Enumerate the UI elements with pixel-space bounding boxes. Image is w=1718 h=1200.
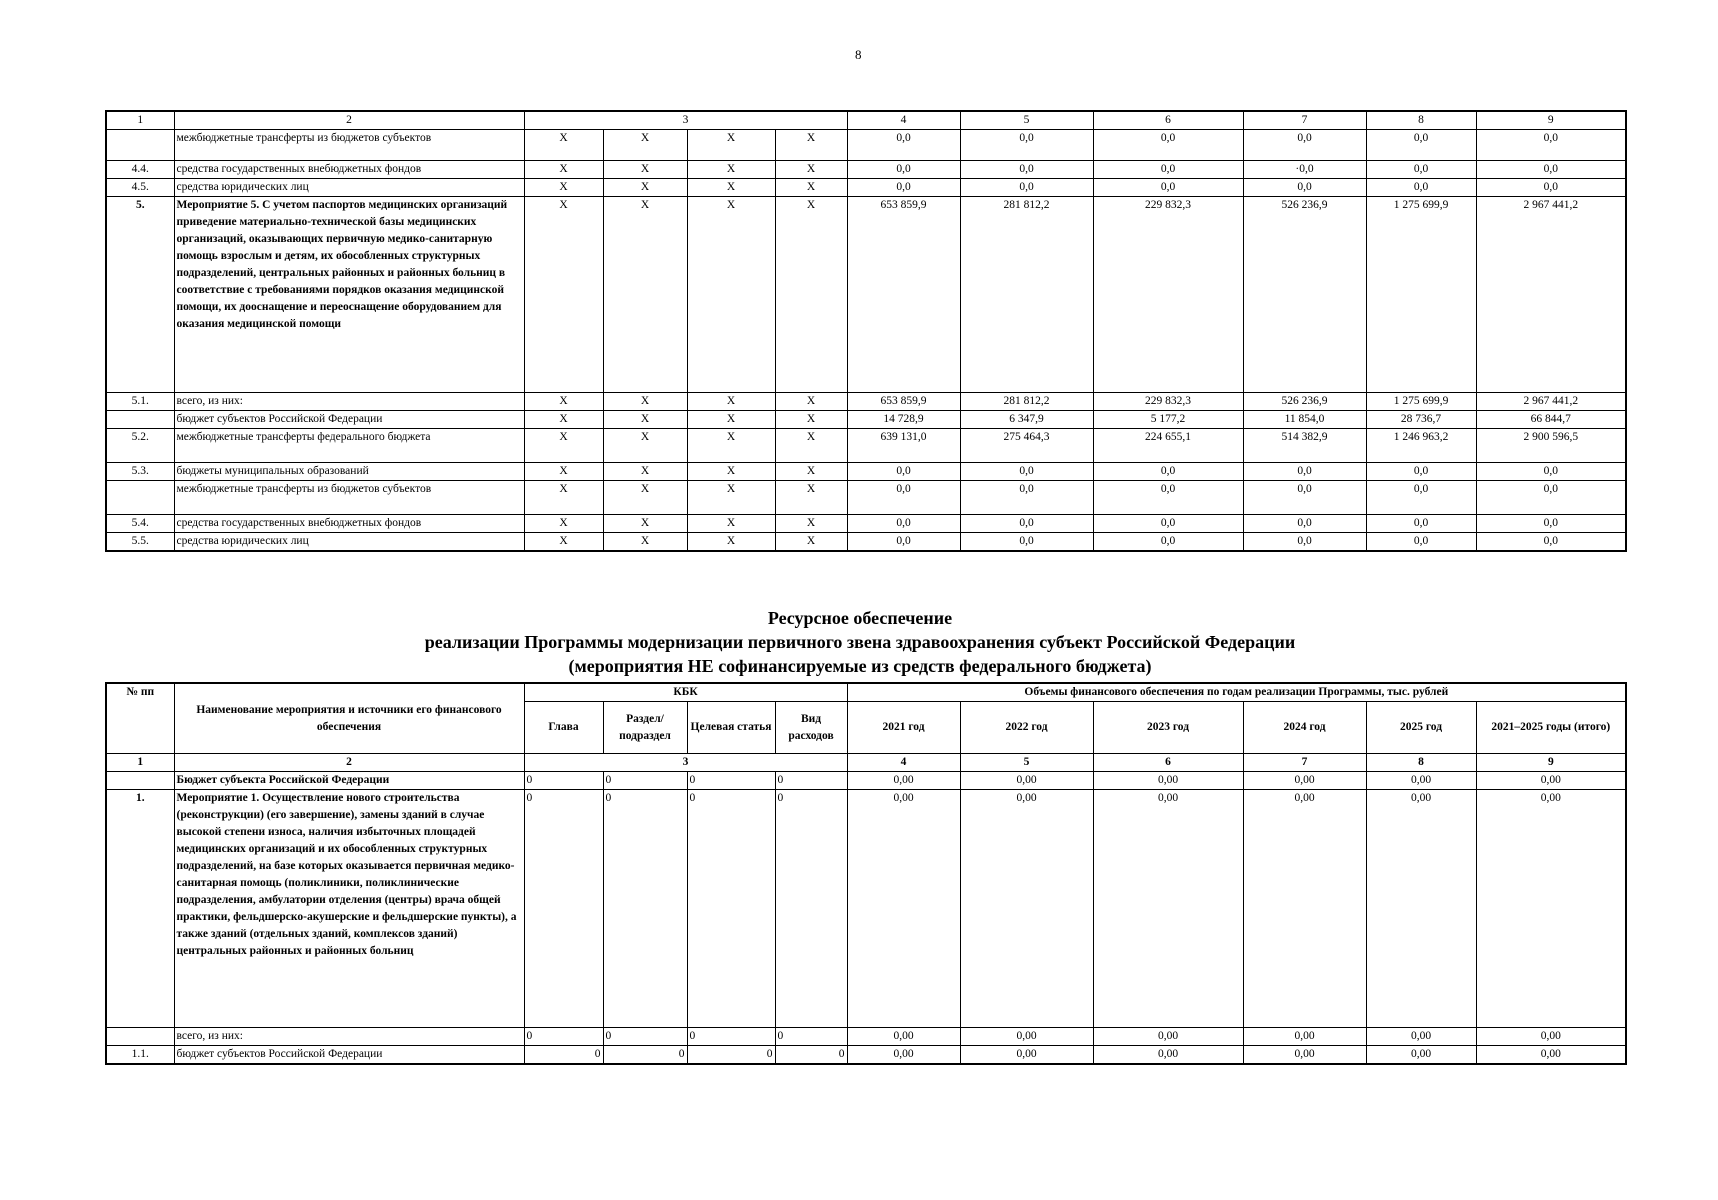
kbk-cell: X — [775, 533, 847, 552]
table-row — [106, 179, 1626, 197]
row-name: всего, из них: — [174, 1028, 524, 1046]
value-cell: 0,0 — [1366, 463, 1476, 481]
table-row — [106, 772, 1626, 790]
kbk-cell: 0 — [524, 1028, 603, 1046]
kbk-cell: 0 — [603, 1046, 687, 1065]
value-cell: 229 832,3 — [1093, 197, 1243, 393]
value-cell: 0,00 — [1366, 1028, 1476, 1046]
kbk-cell: 0 — [775, 1046, 847, 1065]
row-number — [106, 481, 174, 515]
kbk-cell: X — [603, 463, 687, 481]
value-cell: 0,0 — [1093, 515, 1243, 533]
header-kbk-razdel: Раздел/ подраздел — [603, 702, 687, 754]
value-cell: 0,0 — [1093, 161, 1243, 179]
kbk-cell: 0 — [775, 772, 847, 790]
colnum-6: 6 — [1093, 111, 1243, 130]
table-row — [106, 393, 1626, 411]
value-cell: 66 844,7 — [1476, 411, 1626, 429]
value-cell: 0,0 — [1366, 161, 1476, 179]
value-cell: 0,0 — [960, 515, 1093, 533]
kbk-cell: X — [603, 161, 687, 179]
kbk-cell: 0 — [524, 772, 603, 790]
column-number-row — [106, 754, 1626, 772]
kbk-cell: 0 — [603, 772, 687, 790]
kbk-cell: 0 — [687, 1028, 775, 1046]
row-name: межбюджетные трансферты из бюджетов субъектов — [174, 481, 524, 515]
value-cell: 0,0 — [847, 515, 960, 533]
kbk-cell: X — [603, 429, 687, 463]
value-cell: 0,00 — [960, 1028, 1093, 1046]
value-cell: 0,0 — [1366, 515, 1476, 533]
colnum-3: 3 — [524, 754, 847, 772]
value-cell: 0,00 — [1476, 790, 1626, 1028]
value-cell: 0,0 — [847, 130, 960, 161]
value-cell: 0,0 — [1476, 481, 1626, 515]
kbk-cell: X — [687, 411, 775, 429]
kbk-cell: X — [775, 179, 847, 197]
header-kbk: КБК — [524, 683, 847, 702]
value-cell: 0,00 — [1476, 1028, 1626, 1046]
value-cell: 0,00 — [1476, 1046, 1626, 1065]
colnum-8: 8 — [1366, 754, 1476, 772]
value-cell: 229 832,3 — [1093, 393, 1243, 411]
page-number: 8 — [855, 47, 862, 62]
header-kbk-glava: Глава — [524, 702, 603, 754]
table-row — [106, 481, 1626, 515]
value-cell: 514 382,9 — [1243, 429, 1366, 463]
value-cell: 0,0 — [1366, 481, 1476, 515]
kbk-cell: X — [687, 429, 775, 463]
table-row — [106, 161, 1626, 179]
value-cell: 0,00 — [1366, 1046, 1476, 1065]
table-row — [106, 429, 1626, 463]
colnum-4: 4 — [847, 111, 960, 130]
row-name: Бюджет субъекта Российской Федерации — [174, 772, 524, 790]
value-cell: 0,0 — [1093, 481, 1243, 515]
row-name: средства юридических лиц — [174, 179, 524, 197]
kbk-cell: X — [524, 179, 603, 197]
kbk-cell: X — [687, 463, 775, 481]
row-name: бюджеты муниципальных образований — [174, 463, 524, 481]
value-cell: 0,00 — [960, 772, 1093, 790]
header-year-2021: 2021 год — [847, 702, 960, 754]
colnum-5: 5 — [960, 754, 1093, 772]
kbk-cell: X — [775, 481, 847, 515]
table-row — [106, 1028, 1626, 1046]
value-cell: 0,0 — [1243, 179, 1366, 197]
section-title — [300, 606, 1420, 678]
value-cell: 0,00 — [847, 1028, 960, 1046]
table-row — [106, 411, 1626, 429]
colnum-1: 1 — [106, 111, 174, 130]
value-cell: 0,0 — [1093, 179, 1243, 197]
kbk-cell: X — [603, 393, 687, 411]
value-cell: 0,00 — [847, 790, 960, 1028]
kbk-cell: X — [603, 481, 687, 515]
row-number: 4.5. — [106, 179, 174, 197]
colnum-1: 1 — [106, 754, 174, 772]
kbk-cell: X — [687, 197, 775, 393]
header-year-2025: 2025 год — [1366, 702, 1476, 754]
row-name: бюджет субъектов Российской Федерации — [174, 1046, 524, 1065]
kbk-cell: X — [524, 393, 603, 411]
value-cell: 0,00 — [1476, 772, 1626, 790]
value-cell: 0,0 — [1366, 179, 1476, 197]
value-cell: 0,0 — [960, 179, 1093, 197]
kbk-cell: 0 — [603, 1028, 687, 1046]
kbk-cell: 0 — [687, 1046, 775, 1065]
kbk-cell: 0 — [775, 1028, 847, 1046]
row-number: 5.3. — [106, 463, 174, 481]
value-cell: 1 275 699,9 — [1366, 393, 1476, 411]
value-cell: 0,00 — [1366, 790, 1476, 1028]
value-cell: 0,0 — [1476, 533, 1626, 552]
kbk-cell: X — [603, 197, 687, 393]
value-cell: 653 859,9 — [847, 197, 960, 393]
value-cell: 0,0 — [960, 130, 1093, 161]
header-volumes: Объемы финансового обеспечения по годам реализации Программы, тыс. рублей — [847, 683, 1626, 702]
value-cell: 0,00 — [1243, 1028, 1366, 1046]
kbk-cell: 0 — [687, 790, 775, 1028]
kbk-cell: X — [603, 411, 687, 429]
row-name: средства государственных внебюджетных фондов — [174, 515, 524, 533]
kbk-cell: X — [524, 197, 603, 393]
value-cell: 0,0 — [1243, 463, 1366, 481]
value-cell: 639 131,0 — [847, 429, 960, 463]
table-row — [106, 533, 1626, 552]
value-cell: 0,0 — [1476, 515, 1626, 533]
kbk-cell: X — [687, 179, 775, 197]
value-cell: 2 967 441,2 — [1476, 197, 1626, 393]
colnum-2: 2 — [174, 754, 524, 772]
row-name: межбюджетные трансферты федерального бюджета — [174, 429, 524, 463]
kbk-cell: X — [775, 515, 847, 533]
kbk-cell: X — [524, 411, 603, 429]
kbk-cell: X — [524, 533, 603, 552]
table-row — [106, 790, 1626, 1028]
table-row — [106, 1046, 1626, 1065]
row-number: 5.4. — [106, 515, 174, 533]
value-cell: 6 347,9 — [960, 411, 1093, 429]
value-cell: 0,0 — [960, 481, 1093, 515]
value-cell: 0,0 — [1476, 179, 1626, 197]
row-number: 1. — [106, 790, 174, 1028]
value-cell: 281 812,2 — [960, 197, 1093, 393]
colnum-7: 7 — [1243, 111, 1366, 130]
value-cell: 0,00 — [1093, 772, 1243, 790]
colnum-7: 7 — [1243, 754, 1366, 772]
value-cell: 14 728,9 — [847, 411, 960, 429]
row-name: бюджет субъектов Российской Федерации — [174, 411, 524, 429]
row-number — [106, 411, 174, 429]
row-number: 1.1. — [106, 1046, 174, 1065]
table-row — [106, 197, 1626, 393]
kbk-cell: X — [524, 481, 603, 515]
kbk-cell: X — [775, 411, 847, 429]
header-num: № пп — [106, 683, 174, 754]
value-cell: 0,0 — [960, 463, 1093, 481]
header-kbk-vid: Вид расходов — [775, 702, 847, 754]
value-cell: 281 812,2 — [960, 393, 1093, 411]
kbk-cell: X — [775, 161, 847, 179]
colnum-3: 3 — [524, 111, 847, 130]
value-cell: 0,0 — [1476, 463, 1626, 481]
value-cell: 0,00 — [960, 790, 1093, 1028]
value-cell: 0,00 — [1093, 1046, 1243, 1065]
value-cell: 0,0 — [1243, 515, 1366, 533]
value-cell: 0,00 — [1366, 772, 1476, 790]
value-cell: 0,0 — [1243, 533, 1366, 552]
value-cell: 0,0 — [1476, 161, 1626, 179]
kbk-cell: X — [687, 533, 775, 552]
value-cell: 0,0 — [847, 179, 960, 197]
resource-table-not-cofinanced — [105, 682, 1627, 1065]
value-cell: 0,00 — [1093, 790, 1243, 1028]
value-cell: 0,0 — [960, 533, 1093, 552]
colnum-6: 6 — [1093, 754, 1243, 772]
title-line-1: Ресурсное обеспечение — [767, 608, 953, 628]
column-number-row — [106, 111, 1626, 130]
row-number: 5.5. — [106, 533, 174, 552]
header-name: Наименование мероприятия и источники его финансового обеспечения — [174, 683, 524, 754]
value-cell: 0,0 — [847, 533, 960, 552]
value-cell: 526 236,9 — [1243, 197, 1366, 393]
value-cell: 28 736,7 — [1366, 411, 1476, 429]
value-cell: 5 177,2 — [1093, 411, 1243, 429]
kbk-cell: X — [775, 393, 847, 411]
value-cell: 0,0 — [1243, 130, 1366, 161]
value-cell: 0,0 — [1366, 130, 1476, 161]
colnum-8: 8 — [1366, 111, 1476, 130]
row-number: 5.1. — [106, 393, 174, 411]
value-cell: 2 900 596,5 — [1476, 429, 1626, 463]
header-year-2023: 2023 год — [1093, 702, 1243, 754]
value-cell: 0,00 — [847, 1046, 960, 1065]
value-cell: 0,0 — [847, 481, 960, 515]
value-cell: 1 275 699,9 — [1366, 197, 1476, 393]
kbk-cell: X — [603, 179, 687, 197]
colnum-4: 4 — [847, 754, 960, 772]
row-number: 5.2. — [106, 429, 174, 463]
kbk-cell: X — [687, 481, 775, 515]
value-cell: 224 655,1 — [1093, 429, 1243, 463]
kbk-cell: 0 — [603, 790, 687, 1028]
kbk-cell: X — [524, 130, 603, 161]
title-line-3: (мероприятия НЕ софинансируемые из средств федерального бюджета) — [568, 656, 1152, 676]
colnum-2: 2 — [174, 111, 524, 130]
row-number — [106, 772, 174, 790]
kbk-cell: 0 — [524, 1046, 603, 1065]
value-cell: 1 246 963,2 — [1366, 429, 1476, 463]
title-line-2: реализации Программы модернизации первичного звена здравоохранения субъект Российской Федерации — [424, 632, 1296, 652]
kbk-cell: X — [524, 463, 603, 481]
kbk-cell: X — [687, 161, 775, 179]
value-cell: 0,00 — [1093, 1028, 1243, 1046]
table-row — [106, 515, 1626, 533]
row-number: 4.4. — [106, 161, 174, 179]
value-cell: 0,0 — [1093, 130, 1243, 161]
kbk-cell: X — [775, 429, 847, 463]
value-cell: 2 967 441,2 — [1476, 393, 1626, 411]
value-cell: 0,0 — [847, 161, 960, 179]
header-year-2024: 2024 год — [1243, 702, 1366, 754]
kbk-cell: X — [524, 429, 603, 463]
row-name: всего, из них: — [174, 393, 524, 411]
kbk-cell: X — [775, 197, 847, 393]
kbk-cell: X — [603, 130, 687, 161]
table-row — [106, 130, 1626, 161]
colnum-5: 5 — [960, 111, 1093, 130]
row-number: 5. — [106, 197, 174, 393]
kbk-cell: 0 — [775, 790, 847, 1028]
row-name: Мероприятие 5. С учетом паспортов медицинских организаций приведение материально-технической базы медицинских организаций, оказывающих первичную медико-санитарную помощь взрослым и детям, их обособленных структурных подразделений, центральных районных и районных больниц в соответствие с требованиями порядков оказания медицинской помощи, их дооснащение и переоснащение оборудованием для оказания медицинской помощи — [174, 197, 524, 393]
kbk-cell: X — [524, 515, 603, 533]
kbk-cell: X — [775, 130, 847, 161]
row-name: межбюджетные трансферты из бюджетов субъектов — [174, 130, 524, 161]
value-cell: 0,0 — [847, 463, 960, 481]
value-cell: 0,00 — [1243, 772, 1366, 790]
row-number — [106, 1028, 174, 1046]
colnum-9: 9 — [1476, 111, 1626, 130]
resource-table-continuation — [105, 110, 1627, 552]
kbk-cell: 0 — [687, 772, 775, 790]
row-name: Мероприятие 1. Осуществление нового строительства (реконструкции) (его завершение), замены зданий в случае высокой степени износа, наличия избыточных площадей медицинских организаций и их обособленных структурных подразделений, на базе которых оказывается первичная медико-санитарная помощь (поликлиники, поликлинические подразделения, амбулатории отделения (центры) врача общей практики, фельдшерско-акушерские и фельдшерские пункты), а также зданий (отдельных зданий, комплексов зданий) центральных районных и районных больниц — [174, 790, 524, 1028]
header-kbk-celevaya: Целевая статья — [687, 702, 775, 754]
value-cell: 653 859,9 — [847, 393, 960, 411]
value-cell: 526 236,9 — [1243, 393, 1366, 411]
value-cell: 275 464,3 — [960, 429, 1093, 463]
value-cell: 0,0 — [1093, 463, 1243, 481]
kbk-cell: X — [603, 515, 687, 533]
kbk-cell: X — [687, 515, 775, 533]
row-number — [106, 130, 174, 161]
header-row-1 — [106, 683, 1626, 702]
value-cell: 11 854,0 — [1243, 411, 1366, 429]
value-cell: 0,0 — [1476, 130, 1626, 161]
kbk-cell: X — [775, 463, 847, 481]
value-cell: 0,00 — [1243, 1046, 1366, 1065]
kbk-cell: X — [603, 533, 687, 552]
kbk-cell: X — [524, 161, 603, 179]
row-name: средства государственных внебюджетных фондов — [174, 161, 524, 179]
kbk-cell: X — [687, 130, 775, 161]
value-cell: 0,0 — [1093, 533, 1243, 552]
value-cell: 0,00 — [960, 1046, 1093, 1065]
colnum-9: 9 — [1476, 754, 1626, 772]
value-cell: 0,00 — [847, 772, 960, 790]
header-year-total: 2021–2025 годы (итого) — [1476, 702, 1626, 754]
header-year-2022: 2022 год — [960, 702, 1093, 754]
value-cell: ·0,0 — [1243, 161, 1366, 179]
value-cell: 0,0 — [1366, 533, 1476, 552]
kbk-cell: X — [687, 393, 775, 411]
kbk-cell: 0 — [524, 790, 603, 1028]
table-row — [106, 463, 1626, 481]
row-name: средства юридических лиц — [174, 533, 524, 552]
value-cell: 0,0 — [1243, 481, 1366, 515]
value-cell: 0,00 — [1243, 790, 1366, 1028]
value-cell: 0,0 — [960, 161, 1093, 179]
